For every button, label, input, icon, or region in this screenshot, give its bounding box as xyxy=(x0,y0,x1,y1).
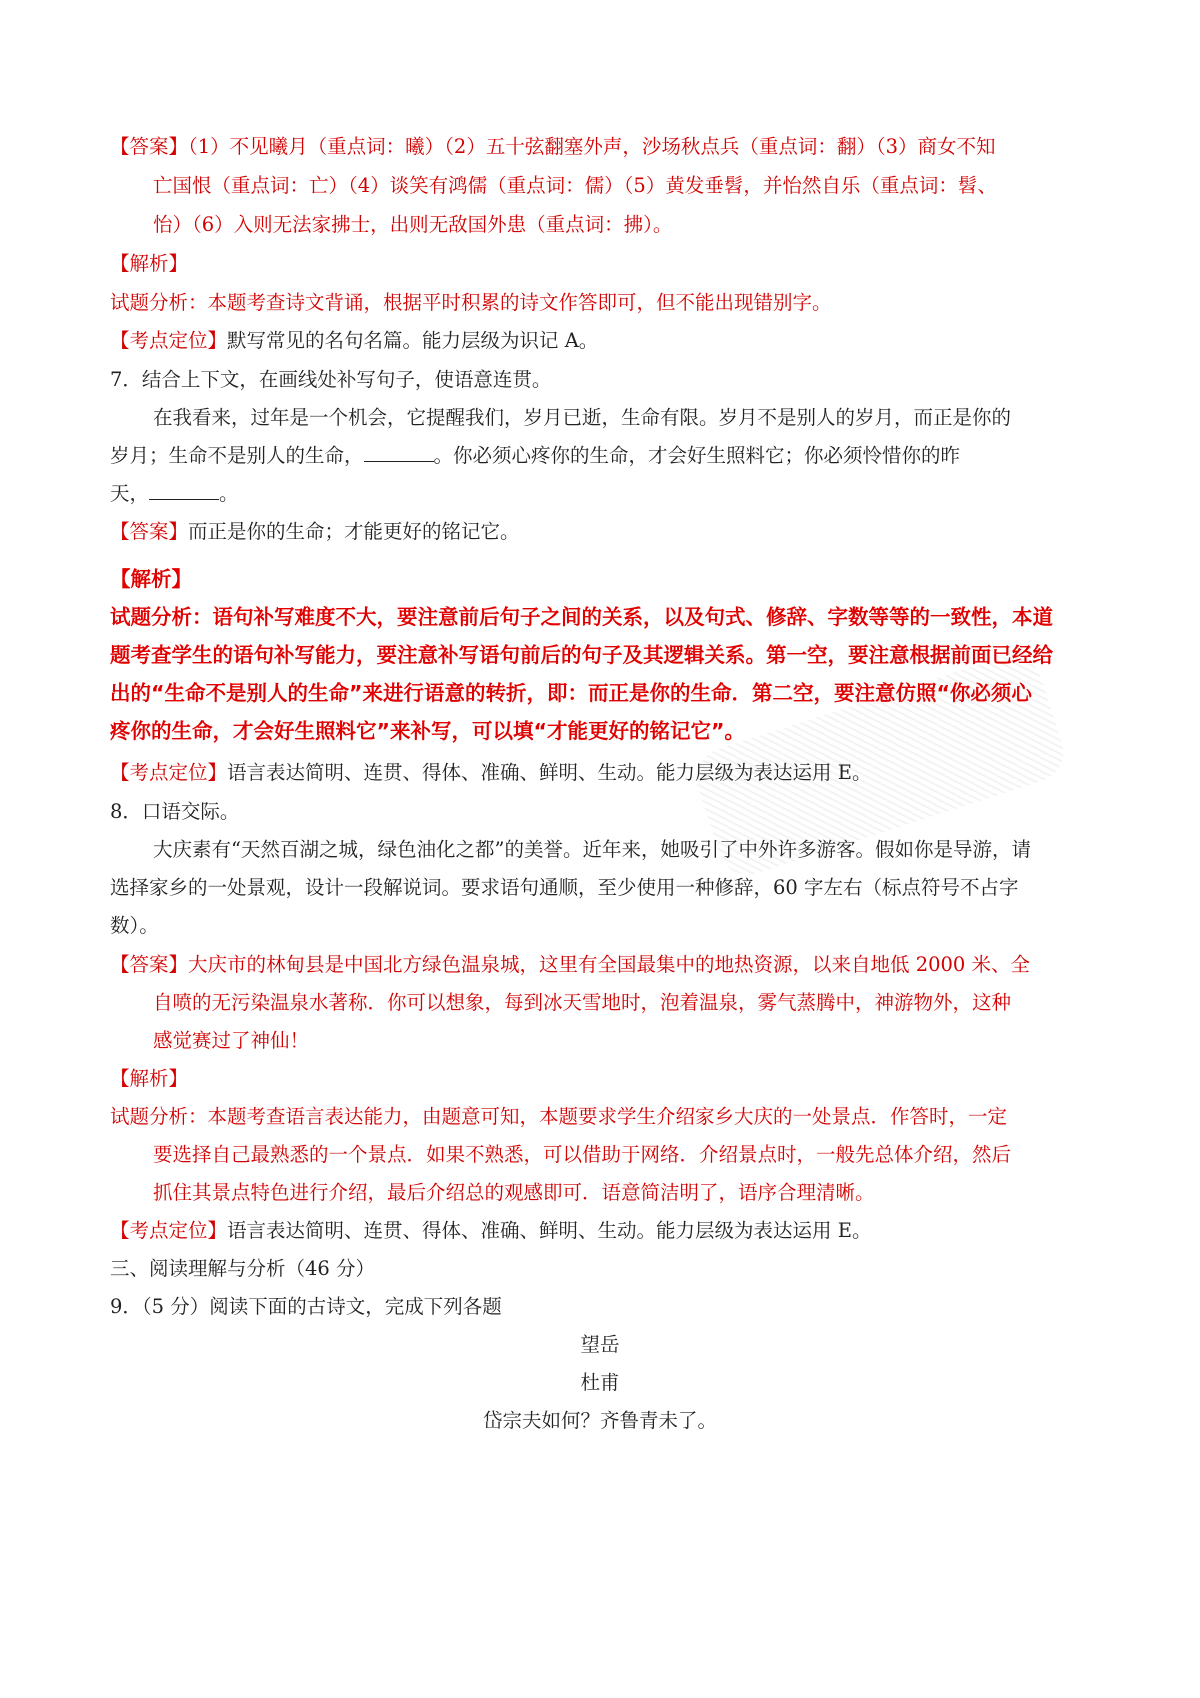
q8-prompt-line-3: 数）。 xyxy=(110,914,159,937)
q8-kaodian: 【考点定位】语言表达简明、连贯、得体、准确、鲜明、生动。能力层级为表达运用 E。 xyxy=(110,1219,872,1242)
q7-passage-line-1: 在我看来，过年是一个机会，它提醒我们，岁月已逝，生命有限。岁月不是别人的岁月，而正是你的 xyxy=(153,406,1012,429)
q7-jiexi-heading: 【解析】 xyxy=(110,567,192,591)
poem-line-1: 岱宗夫如何？齐鲁青未了。 xyxy=(482,1409,717,1432)
q8-analysis-line-3: 抓住其景点特色进行介绍，最后介绍总的观感即可．语意简洁明了，语序合理清晰。 xyxy=(153,1181,875,1204)
q8-answer-line-2: 自喷的无污染温泉水著称．你可以想象，每到冰天雪地时，泡着温泉，雾气蒸腾中，神游物外，这种 xyxy=(153,991,1012,1014)
q7-kaodian: 【考点定位】语言表达简明、连贯、得体、准确、鲜明、生动。能力层级为表达运用 E。 xyxy=(110,761,872,784)
q7-passage-line-2: 岁月；生命不是别人的生命， 。你必须心疼你的生命，才会好生照料它；你必须怜惜你的昨 xyxy=(110,444,961,467)
q8-prompt-line-1: 大庆素有“天然百湖之城，绿色油化之都”的美誉。近年来，她吸引了中外许多游客。假如你是导游，请 xyxy=(153,838,1031,861)
q9-title: 9．（5 分）阅读下面的古诗文，完成下列各题 xyxy=(110,1295,502,1318)
q6-analysis: 试题分析：本题考查诗文背诵，根据平时积累的诗文作答即可，但不能出现错别字。 xyxy=(110,291,832,314)
q8-title: 8．口语交际。 xyxy=(110,800,240,823)
q6-answer-line-3: 怡）（6）入则无法家拂士，出则无敌国外患（重点词：拂）。 xyxy=(153,213,673,236)
q8-answer-line-1: 【答案】大庆市的林甸县是中国北方绿色温泉城，这里有全国最集中的地热资源，以来自地低 2000 米、全 xyxy=(110,953,1031,976)
q7-analysis-line-3: 出的“生命不是别人的生命”来进行语意的转折，即：而正是你的生命．第二空，要注意仿照“你必须心 xyxy=(110,681,1032,705)
q6-answer-line-1: 【答案】（1）不见曦月（重点词：曦）（2）五十弦翻塞外声，沙场秋点兵（重点词：翻）（3）商女不知 xyxy=(110,135,996,158)
q6-kaodian: 【考点定位】默写常见的名句名篇。能力层级为识记 A。 xyxy=(110,329,599,352)
q7-analysis-line-4: 疼你的生命，才会好生照料它”来补写，可以填“才能更好的铭记它”。 xyxy=(110,719,745,743)
answer-tag: 【答案】 xyxy=(110,135,189,158)
poem-title: 望岳 xyxy=(580,1333,620,1356)
q7-answer: 【答案】而正是你的生命；才能更好的铭记它。 xyxy=(110,520,520,543)
q8-jiexi-heading: 【解析】 xyxy=(110,1067,189,1090)
q7-title: 7．结合上下文，在画线处补写句子，使语意连贯。 xyxy=(110,368,552,391)
q6-jiexi-heading: 【解析】 xyxy=(110,252,189,275)
q8-answer-line-3: 感觉赛过了神仙！ xyxy=(153,1029,310,1052)
q7-analysis-line-1: 试题分析：语句补写难度不大，要注意前后句子之间的关系，以及句式、修辞、字数等等的一致性，本道 xyxy=(110,605,1053,629)
q6-answer-line-2: 亡国恨（重点词：亡）（4）谈笑有鸿儒（重点词：儒）（5）黄发垂髫，并怡然自乐（重点词：髫、 xyxy=(153,174,997,197)
q8-analysis-line-1: 试题分析：本题考查语言表达能力，由题意可知，本题要求学生介绍家乡大庆的一处景点．作答时，一定 xyxy=(110,1105,1008,1128)
q7-analysis-line-2: 题考查学生的语句补写能力，要注意补写语句前后的句子及其逻辑关系。第一空，要注意根据前面已经给 xyxy=(110,643,1053,667)
section-3-heading: 三、阅读理解与分析（46 分） xyxy=(110,1257,376,1280)
fill-blank-2 xyxy=(149,481,219,500)
q8-prompt-line-2: 选择家乡的一处景观，设计一段解说词。要求语句通顺，至少使用一种修辞，60 字左右（标点符号不占字 xyxy=(110,876,1019,899)
poem-author: 杜甫 xyxy=(580,1371,620,1394)
q8-analysis-line-2: 要选择自己最熟悉的一个景点．如果不熟悉，可以借助于网络．介绍景点时，一般先总体介绍，然后 xyxy=(153,1143,1012,1166)
fill-blank-1 xyxy=(364,443,434,462)
q7-passage-line-3: 天， 。 xyxy=(110,482,239,505)
